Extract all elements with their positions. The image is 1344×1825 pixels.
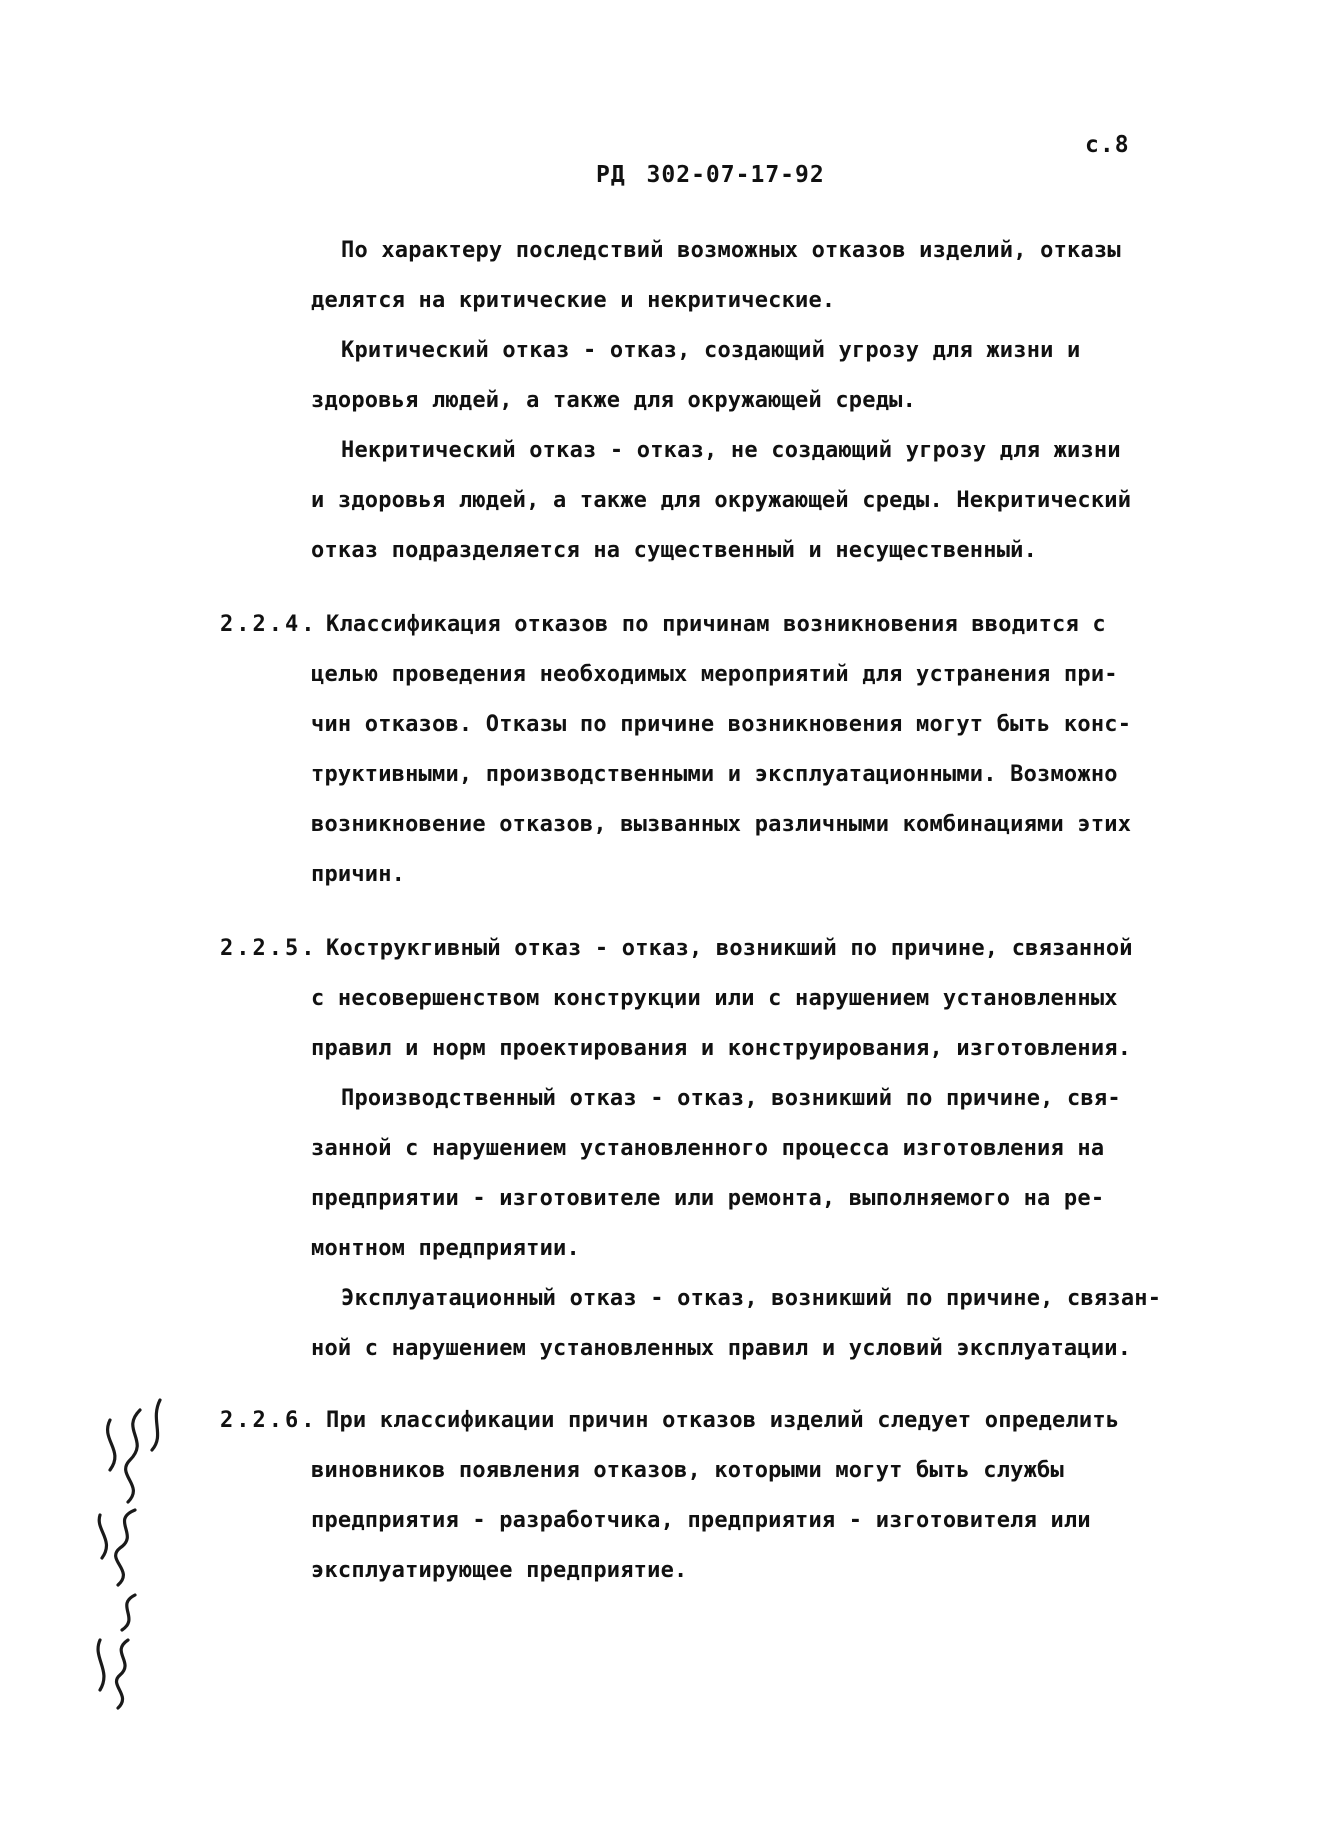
text-line: Некритический отказ - отказ, не создающий угрозу для жизни xyxy=(341,438,1121,463)
text-line: целью проведения необходимых мероприятий для устранения при- xyxy=(311,662,1118,687)
text-line: правил и норм проектирования и конструирования, изготовления. xyxy=(311,1036,1132,1061)
text-line: предприятия - разработчика, предприятия - изготовителя или xyxy=(311,1508,1091,1533)
section-number: 2.2.6. xyxy=(220,1408,318,1433)
text-line: с несовершенством конструкции или с нарушением установленных xyxy=(311,986,1118,1011)
handwritten-margin-note xyxy=(40,1390,180,1720)
document-code: РД 302-07-17-92 xyxy=(596,162,825,188)
section-number: 2.2.5. xyxy=(220,936,318,961)
text-line: предприятии - изготовителе или ремонта, выполняемого на ре- xyxy=(311,1186,1105,1211)
text-line: причин. xyxy=(311,862,406,887)
text-line: По характеру последствий возможных отказов изделий, отказы xyxy=(341,238,1121,263)
text-line: Производственный отказ - отказ, возникший по причине, свя- xyxy=(341,1086,1121,1111)
text-line: занной с нарушением установленного процесса изготовления на xyxy=(311,1136,1105,1161)
text-line: отказ подразделяется на существенный и несущественный. xyxy=(311,538,1038,563)
text-line: здоровья людей, а также для окружающей среды. xyxy=(311,388,917,413)
text-line: Эксплуатационный отказ - отказ, возникший по причине, связан- xyxy=(341,1286,1162,1311)
text-line: Классификация отказов по причинам возникновения вводится с xyxy=(326,612,1106,637)
text-line: делятся на критические и некритические. xyxy=(311,288,836,313)
text-line: монтном предприятии. xyxy=(311,1236,580,1261)
text-line: труктивными, производственными и эксплуатационными. Возможно xyxy=(311,762,1118,787)
text-line: возникновение отказов, вызванных различными комбинациями этих xyxy=(311,812,1132,837)
section-number: 2.2.4. xyxy=(220,612,318,637)
text-line: чин отказов. Отказы по причине возникновения могут быть конс- xyxy=(311,712,1132,737)
page-number: с.8 xyxy=(1085,132,1130,158)
text-line: виновников появления отказов, которыми могут быть службы xyxy=(311,1458,1064,1483)
text-line: При классификации причин отказов изделий следует определить xyxy=(326,1408,1120,1433)
text-line: и здоровья людей, а также для окружающей среды. Некритический xyxy=(311,488,1132,513)
text-line: Кострукгивный отказ - отказ, возникший по причине, связанной xyxy=(326,936,1133,961)
text-line: Критический отказ - отказ, создающий угрозу для жизни и xyxy=(341,338,1081,363)
text-line: эксплуатирующее предприятие. xyxy=(311,1558,688,1583)
text-line: ной с нарушением установленных правил и условий эксплуатации. xyxy=(311,1336,1132,1361)
